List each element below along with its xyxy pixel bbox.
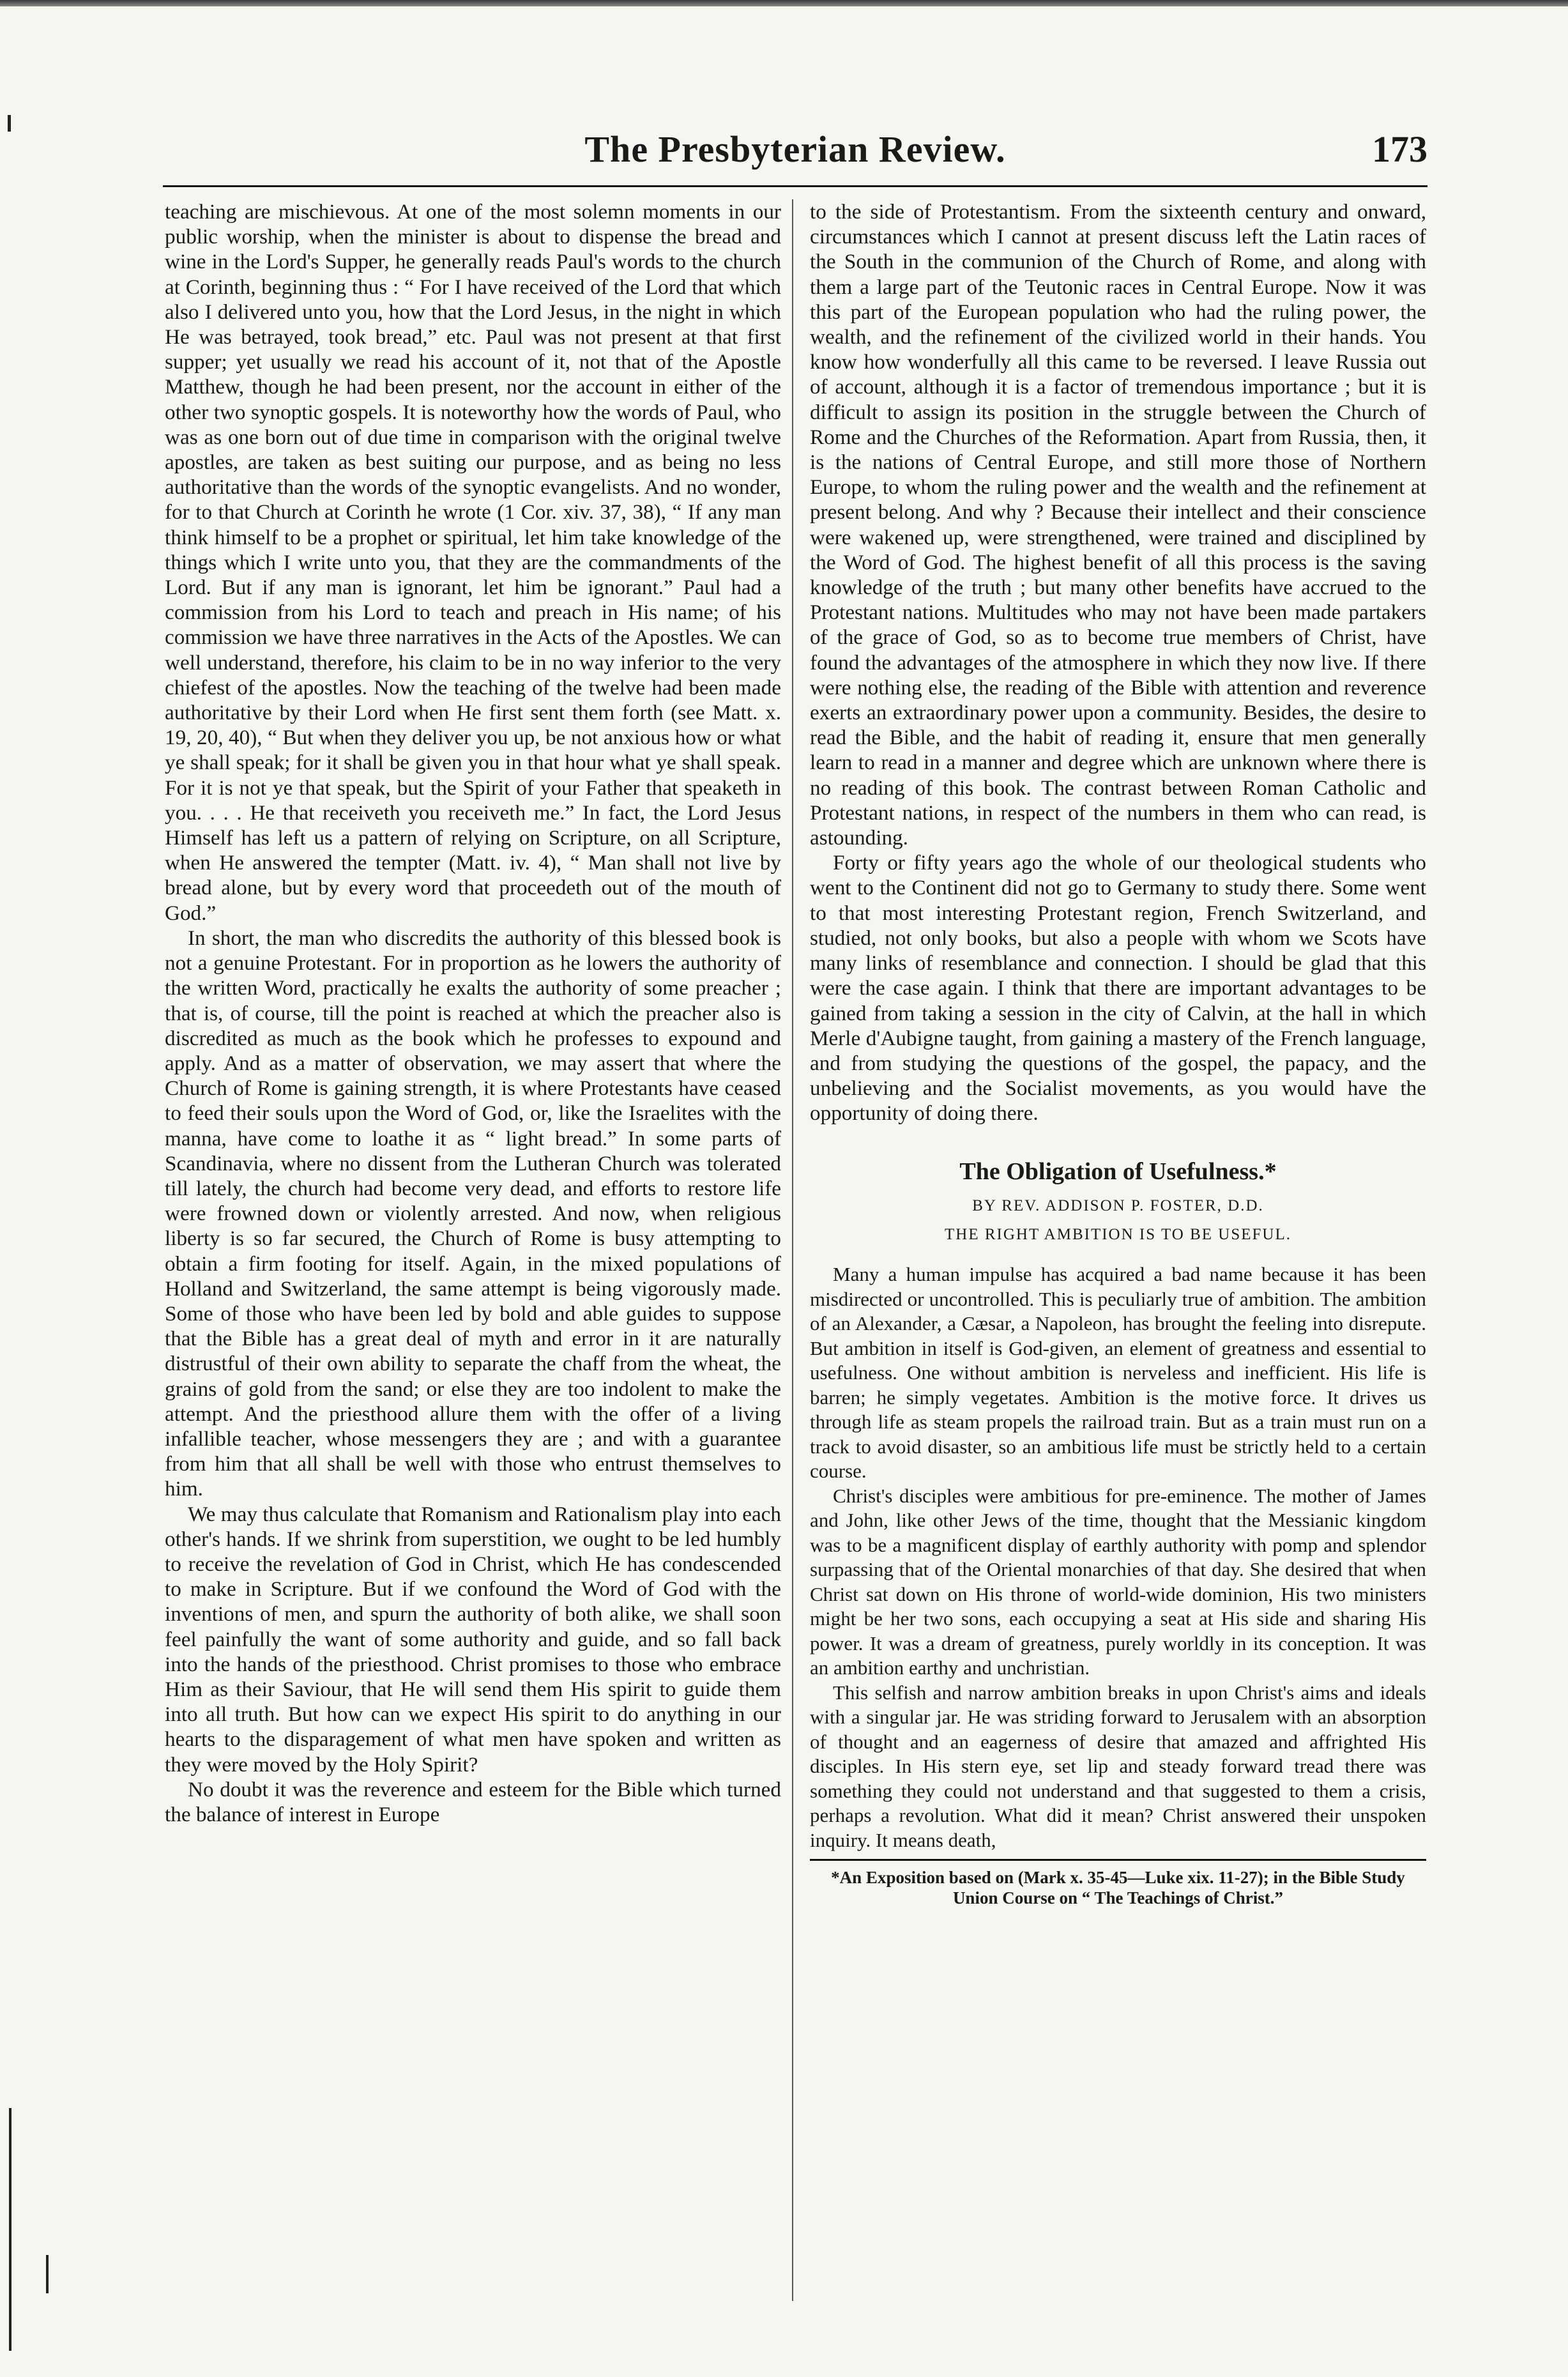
column-divider [792,199,793,2301]
body-paragraph: teaching are mischievous. At one of the most solemn moments in our public worship, when the minister is about to dispense the bread and wine in the Lord's Supper, he generally reads Paul's words to the church at Corinth, beginning thus : “ For I have received of the Lord that which also I delivered unto you, how that the Lord Jesus, in the night in which He was betrayed, took bread,” etc. Paul was not present at that first supper; yet usually we read his account of it, not that of the Apostle Matthew, though he had been present, nor the account in either of the other two synoptic gospels. It is noteworthy how the words of Paul, who was as one born out of due time in comparison with the original twelve apostles, are taken as best suiting our purpose, and as being no less authoritative than the words of the synoptic evangelists. And no wonder, for to that Church at Corinth he wrote (1 Cor. xiv. 37, 38), “ If any man think himself to be a prophet or spiritual, let him take knowledge of the things which I write unto you, that they are the commandments of the Lord. But if any man is ignorant, let him be ignorant.” Paul had a commission from his Lord to teach and preach in His name; of his commission we have three narratives in the Acts of the Apostles. We can well understand, therefore, his claim to be in no way inferior to the very chiefest of the apostles. Now the teaching of the twelve had been made authoritative by their Lord when He first sent them forth (see Matt. x. 19, 20, 40), “ But when they deliver you up, be not anxious how or what ye shall speak; for it shall be given you in that hour what ye shall speak. For it is not ye that speak, but the Spirit of your Father that speaketh in you. . . . He that receiveth you receiveth me.” In fact, the Lord Jesus Himself has left us a pattern of relying on Scripture, on all Scripture, when He answered the tempter (Matt. iv. 4), “ Man shall not live by bread alone, but by every word that proceedeth out of the mouth of God.” [165,200,781,925]
article-paragraph: Many a human impulse has acquired a bad name because it has been misdirected or uncontrolled. This is peculiarly true of ambition. The ambition of an Alexander, a Cæsar, a Napoleon, has brought the feeling into disrepute. But ambition in itself is God-given, an element of greatness and essential to usefulness. One without ambition is nerveless and inefficient. His life is barren; he simply vegetates. Ambition is the motive force. It drives us through life as steam propels the railroad train. But as a train must run on a track to avoid disaster, so an ambitious life must be strictly held to a certain course. [810,1263,1426,1483]
footnote: *An Exposition based on (Mark x. 35-45—Luke xix. 11-27); in the Bible Study Union Course on “ The Teachings of Christ.” [831,1868,1405,1908]
left-column [165,199,781,2301]
right-column [810,199,1426,2301]
journal-title: The Presbyterian Review. [584,128,1006,170]
header-rule [163,185,1427,187]
body-paragraph: Forty or fifty years ago the whole of our theological students who went to the Continent did not go to Germany to study there. Some went to that most interesting Protestant region, French Switzerland, and studied, not only books, but also a people with whom we Scots have many links of resemblance and connection. I should be glad that this were the case again. I think that there are important advantages to be gained from taking a session in the city of Calvin, at the hall in which Merle d'Aubigne taught, from gaining a mastery of the French language, and from studying the questions of the gospel, the papacy, and the unbelieving and the Socialist movements, as you would have the opportunity of doing there. [810,851,1426,1126]
article-body [810,1262,1426,1853]
scan-top-edge [0,0,1568,6]
body-paragraph: In short, the man who discredits the authority of this blessed book is not a genuine Protestant. For in proportion as he lowers the authority of the written Word, practically he exalts the authority of some preacher ; that is, of course, till the point is reached at which the preacher also is discredited as much as the book which he professes to expound and apply. And as a matter of observation, we may assert that where the Church of Rome is gaining strength, it is where Protestants have ceased to feed their souls upon the Word of God, or, like the Israelites with the manna, have come to loathe it as “ light bread.” In some parts of Scandinavia, where no dissent from the Lutheran Church was tolerated till lately, the church had become very dead, and efforts to restore life were frowned down or violently arrested. And now, when religious liberty is so far secured, the Church of Rome is busy attempting to obtain a firm footing for itself. Again, in the mixed populations of Holland and Switzerland, the same attempt is being vigorously made. Some of those who have been led by bold and able guides to suppose that the Bible has a great deal of myth and error in it are naturally distrustful of their own ability to separate the chaff from the wheat, the grains of gold from the sand; or else they are too indolent to make the attempt. And the priesthood allure them with the offer of a living infallible teacher, whose messengers they are ; and with a guarantee from him that all shall be well with those who entrust themselves to him. [165,926,781,1501]
scan-edge-mark [8,115,11,132]
running-header [163,128,1427,185]
scan-edge-mark [9,2108,11,2351]
article-paragraph: This selfish and narrow ambition breaks in upon Christ's aims and ideals with a singular jar. He was striding forward to Jerusalem with an absorption of thought and an eagerness of desire that amazed and affrighted His disciples. In His stern eye, set lip and steady forward tread there was something they could not understand and that suggested to them a crisis, perhaps a revolution. What did it mean? Christ answered their unspoken inquiry. It means death, [810,1681,1426,1851]
body-paragraph: No doubt it was the reverence and esteem for the Bible which turned the balance of interest in Europe [165,1777,781,1826]
article-subhead: THE RIGHT AMBITION IS TO BE USEFUL. [945,1225,1291,1243]
body-paragraph: We may thus calculate that Romanism and Rationalism play into each other's hands. If we shrink from superstition, we ought to be led humbly to receive the revelation of God in Christ, which He has condescended to make in Scripture. But if we confound the Word of God with the inventions of men, and spurn the authority of both alike, we shall soon feel painfully the want of some authority and guide, and so fall back into the hands of the priesthood. Christ promises to those who embrace Him as their Saviour, that He will send them His spirit to guide them into all truth. But how can we expect His spirit to do anything in our hearts to the disparagement of what men have spoken and written as they were moved by the Holy Spirit? [165,1502,781,1777]
article-paragraph: Christ's disciples were ambitious for pre-eminence. The mother of James and John, like other Jews of the time, thought that the Messianic kingdom was to be a magnificent display of earthly authority with pomp and splendor surpassing that of the Oriental monarchies of that day. She desired that when Christ sat down on His throne of world-wide dominion, His two ministers might be her two sons, each occupying a seat at His side and sharing His power. It was a dream of greatness, purely worldly in its conception. It was an ambition earthy and unchristian. [810,1484,1426,1679]
article-byline: BY REV. ADDISON P. FOSTER, D.D. [972,1196,1264,1214]
footnote-rule [810,1859,1426,1861]
body-paragraph: to the side of Protestantism. From the sixteenth century and onward, circumstances which I cannot at present discuss left the Latin races of the South in the communion of the Church of Rome, and along with them a large part of the Teutonic races in Central Europe. Now it was this part of the European population who had the ruling power, the wealth, and the refinement of the civilized world in their hands. You know how wonderfully all this came to be reversed. I leave Russia out of account, although it is a factor of tremendous importance ; but it is difficult to assign its position in the struggle between the Church of Rome and the Churches of the Reformation. Apart from Russia, then, it is the nations of Central Europe, and still more those of Northern Europe, to whom the ruling power and the wealth and the refinement at present belong. And why ? Because their intellect and their conscience were wakened up, were strengthened, were trained and disciplined by the Word of God. The highest benefit of all this process is the saving knowledge of the truth ; but many other benefits have accrued to the Protestant nations. Multitudes who may not have been made partakers of the grace of God, so as to become true members of Christ, have found the advantages of the atmosphere in which they now live. If there were nothing else, the reading of the Bible with attention and reverence exerts an extraordinary power upon a community. Besides, the desire to read the Bible, and the habit of reading it, ensure that men generally learn to read in a manner and degree which are unknown where there is no reading of this book. The contrast between Roman Catholic and Protestant nations, in respect of the numbers in them who can read, is astounding. [810,200,1426,850]
article-title: The Obligation of Usefulness.* [959,1158,1277,1185]
page-number: 173 [1372,128,1427,170]
scan-edge-mark [46,2255,49,2293]
